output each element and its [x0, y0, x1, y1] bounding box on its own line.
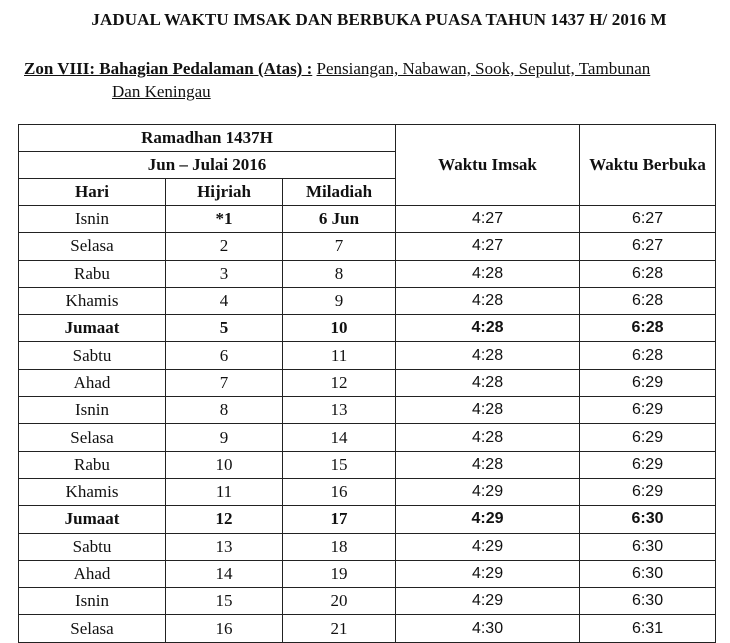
imsak-time-cell: 4:29 — [396, 533, 580, 560]
miladiah-cell: 12 — [283, 369, 396, 396]
schedule-table — [18, 124, 716, 643]
miladiah-cell: 13 — [283, 397, 396, 424]
table-row — [19, 478, 716, 505]
hijriah-cell: *1 — [166, 206, 283, 233]
berbuka-time-cell: 6:31 — [580, 615, 716, 642]
imsak-time-cell: 4:28 — [396, 369, 580, 396]
miladiah-cell: 15 — [283, 451, 396, 478]
hari-cell: Isnin — [19, 588, 166, 615]
imsak-time-cell: 4:27 — [396, 233, 580, 260]
hijriah-cell: 10 — [166, 451, 283, 478]
hari-cell: Selasa — [19, 424, 166, 451]
header-hijriah: Hijriah — [166, 179, 283, 206]
header-imsak: Waktu Imsak — [396, 125, 580, 206]
zone-places: Pensiangan, Nabawan, Sook, Sepulut, Tambunan — [316, 59, 651, 78]
imsak-time-cell: 4:29 — [396, 506, 580, 533]
miladiah-cell: 16 — [283, 478, 396, 505]
hari-cell: Sabtu — [19, 342, 166, 369]
table-row — [19, 615, 716, 642]
imsak-time-cell: 4:29 — [396, 560, 580, 587]
hijriah-cell: 7 — [166, 369, 283, 396]
berbuka-time-cell: 6:27 — [580, 233, 716, 260]
miladiah-cell: 18 — [283, 533, 396, 560]
page-title: JADUAL WAKTU IMSAK DAN BERBUKA PUASA TAHUN 1437 H/ 2016 M — [91, 10, 667, 29]
miladiah-cell: 9 — [283, 287, 396, 314]
hijriah-cell: 14 — [166, 560, 283, 587]
miladiah-cell: 20 — [283, 588, 396, 615]
miladiah-cell: 21 — [283, 615, 396, 642]
imsak-time-cell: 4:28 — [396, 342, 580, 369]
hari-cell: Ahad — [19, 369, 166, 396]
hijriah-cell: 8 — [166, 397, 283, 424]
berbuka-time-cell: 6:28 — [580, 342, 716, 369]
zone-label: Zon VIII: Bahagian Pedalaman (Atas) : — [24, 59, 313, 78]
hari-cell: Khamis — [19, 287, 166, 314]
header-ramadhan: Ramadhan 1437H — [19, 125, 396, 152]
berbuka-time-cell: 6:30 — [580, 588, 716, 615]
miladiah-cell: 10 — [283, 315, 396, 342]
zone-line-1 — [24, 57, 726, 80]
berbuka-time-cell: 6:29 — [580, 424, 716, 451]
miladiah-cell: 8 — [283, 260, 396, 287]
miladiah-cell: 6 Jun — [283, 206, 396, 233]
header-month-range: Jun – Julai 2016 — [19, 152, 396, 179]
hari-cell: Rabu — [19, 260, 166, 287]
berbuka-time-cell: 6:30 — [580, 560, 716, 587]
berbuka-time-cell: 6:30 — [580, 506, 716, 533]
hari-cell: Jumaat — [19, 315, 166, 342]
imsak-time-cell: 4:27 — [396, 206, 580, 233]
table-row — [19, 233, 716, 260]
zone-description — [24, 57, 726, 103]
berbuka-time-cell: 6:29 — [580, 397, 716, 424]
hari-cell: Sabtu — [19, 533, 166, 560]
berbuka-time-cell: 6:30 — [580, 533, 716, 560]
table-row — [19, 424, 716, 451]
table-row — [19, 206, 716, 233]
hijriah-cell: 12 — [166, 506, 283, 533]
imsak-time-cell: 4:28 — [396, 424, 580, 451]
imsak-time-cell: 4:29 — [396, 478, 580, 505]
table-row — [19, 315, 716, 342]
hijriah-cell: 9 — [166, 424, 283, 451]
imsak-time-cell: 4:28 — [396, 287, 580, 314]
table-row — [19, 369, 716, 396]
hari-cell: Khamis — [19, 478, 166, 505]
header-miladiah: Miladiah — [283, 179, 396, 206]
table-row — [19, 287, 716, 314]
hari-cell: Ahad — [19, 560, 166, 587]
hijriah-cell: 4 — [166, 287, 283, 314]
berbuka-time-cell: 6:28 — [580, 315, 716, 342]
imsak-time-cell: 4:29 — [396, 588, 580, 615]
berbuka-time-cell: 6:27 — [580, 206, 716, 233]
hijriah-cell: 3 — [166, 260, 283, 287]
imsak-time-cell: 4:28 — [396, 397, 580, 424]
table-row — [19, 533, 716, 560]
berbuka-time-cell: 6:28 — [580, 287, 716, 314]
imsak-time-cell: 4:28 — [396, 315, 580, 342]
table-row — [19, 260, 716, 287]
hari-cell: Selasa — [19, 615, 166, 642]
imsak-time-cell: 4:28 — [396, 451, 580, 478]
miladiah-cell: 7 — [283, 233, 396, 260]
miladiah-cell: 19 — [283, 560, 396, 587]
hijriah-cell: 6 — [166, 342, 283, 369]
table-row — [19, 342, 716, 369]
berbuka-time-cell: 6:29 — [580, 369, 716, 396]
berbuka-time-cell: 6:28 — [580, 260, 716, 287]
berbuka-time-cell: 6:29 — [580, 451, 716, 478]
hari-cell: Selasa — [19, 233, 166, 260]
table-row — [19, 451, 716, 478]
table-row — [19, 397, 716, 424]
hari-cell: Isnin — [19, 397, 166, 424]
header-berbuka: Waktu Berbuka — [580, 125, 716, 206]
table-row — [19, 506, 716, 533]
header-hari: Hari — [19, 179, 166, 206]
hijriah-cell: 2 — [166, 233, 283, 260]
hijriah-cell: 11 — [166, 478, 283, 505]
miladiah-cell: 14 — [283, 424, 396, 451]
zone-places-continued: Dan Keningau — [112, 82, 211, 101]
miladiah-cell: 11 — [283, 342, 396, 369]
imsak-time-cell: 4:28 — [396, 260, 580, 287]
hijriah-cell: 5 — [166, 315, 283, 342]
berbuka-time-cell: 6:29 — [580, 478, 716, 505]
hijriah-cell: 13 — [166, 533, 283, 560]
hari-cell: Isnin — [19, 206, 166, 233]
hari-cell: Jumaat — [19, 506, 166, 533]
hari-cell: Rabu — [19, 451, 166, 478]
miladiah-cell: 17 — [283, 506, 396, 533]
table-row — [19, 588, 716, 615]
hijriah-cell: 16 — [166, 615, 283, 642]
hijriah-cell: 15 — [166, 588, 283, 615]
table-row — [19, 560, 716, 587]
imsak-time-cell: 4:30 — [396, 615, 580, 642]
